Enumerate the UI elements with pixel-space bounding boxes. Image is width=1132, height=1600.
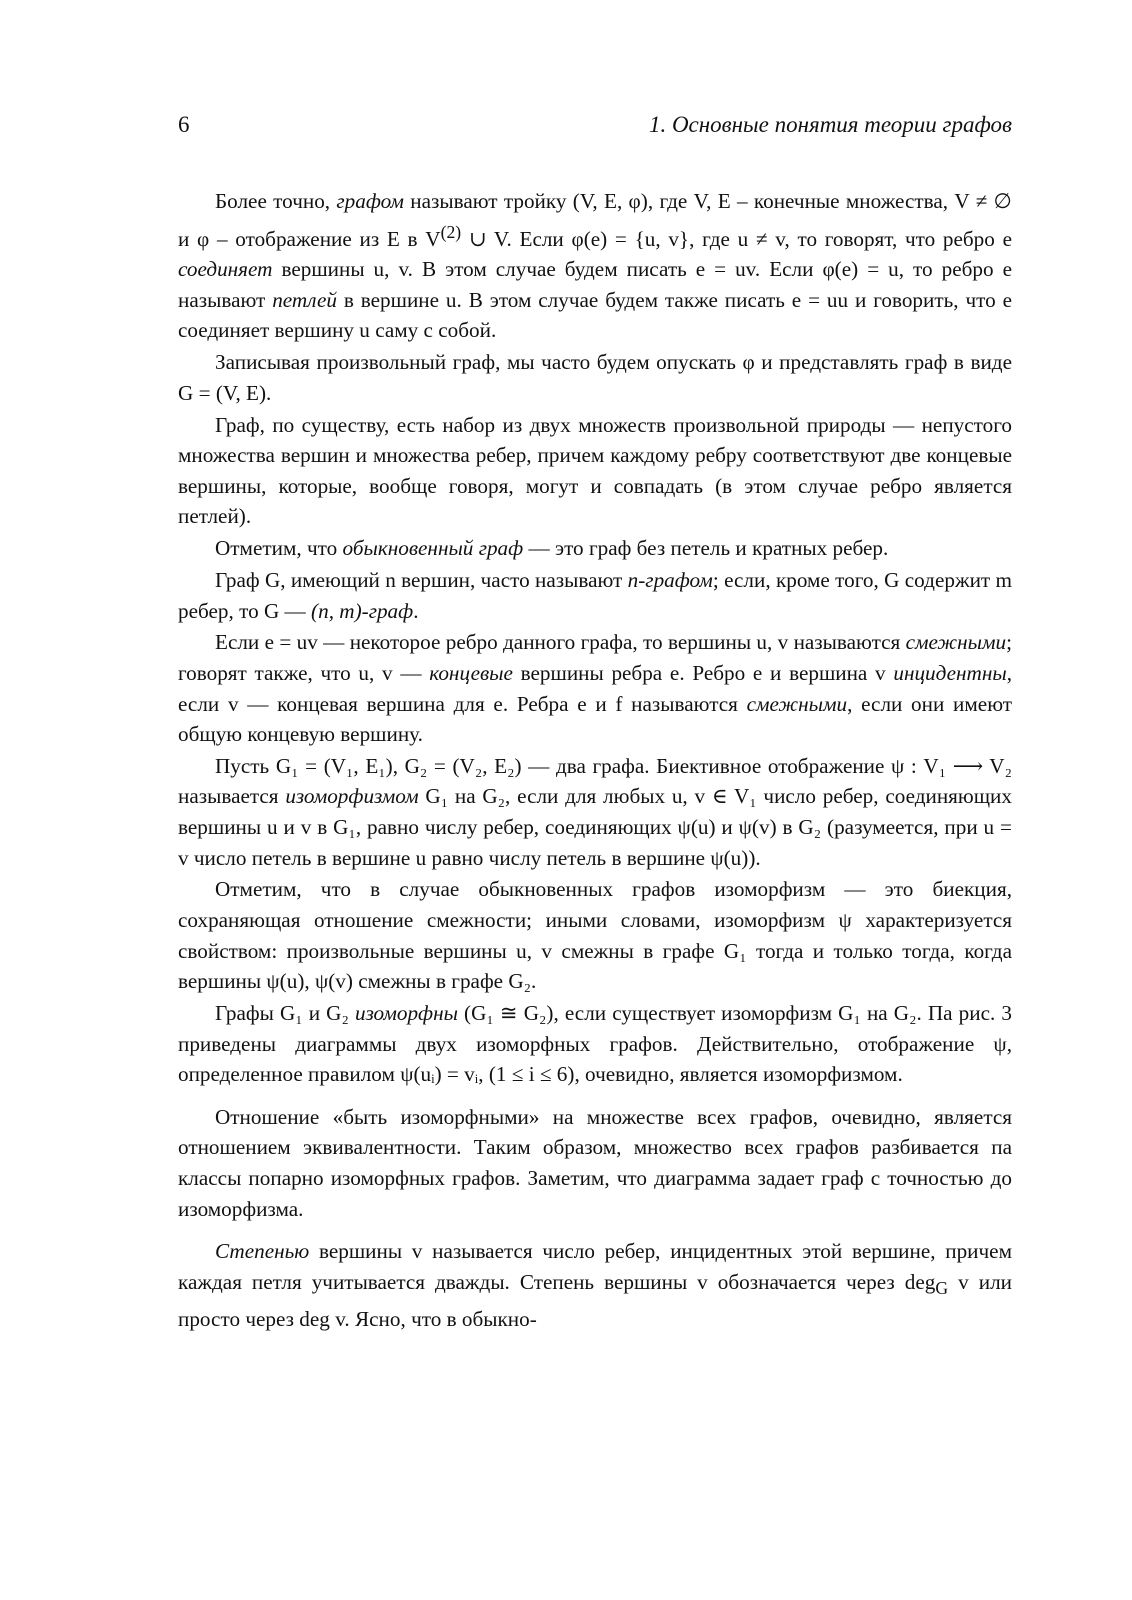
text-run: в вершине u. В этом случае будем также писать e = uu и говорить, что e соединяет вершину u саму с собой.: [178, 287, 1012, 343]
body-text: [178, 186, 1012, 1335]
paragraph-graph-essence: [178, 410, 1012, 532]
text-run: называют тройку (V, E, φ), где V, E – конечные множества, V ≠ ∅ и φ – отображение из E в V: [178, 189, 1013, 251]
chapter-title: 1. Основные понятия теории графов: [648, 112, 1012, 137]
emphasized-term: соединяет: [178, 257, 273, 282]
emphasized-term: инцидентны: [893, 660, 1007, 685]
text-run: G₁ на G₂, если для любых u, v ∈ V₁ число ребер, соединяющих вершины u и v в G₁, равно числу ребер, соединяющих ψ(u) и ψ(v) в G₂ (разумеется, при u = v число петель в вершине u равно числу петель в вершине ψ(u)).: [178, 784, 1012, 870]
text-run: вершины v называется число ребер, инцидентных этой вершине, причем каждая петля учитывается дважды. Степень вершины v обозначается через deg: [178, 1239, 1012, 1294]
emphasized-term: концевые: [429, 660, 513, 685]
text-run: Более точно,: [215, 189, 337, 213]
text-run: Если e = uv — некоторое ребро данного графа, то вершины u, v называются: [215, 630, 906, 655]
emphasized-term: графом: [336, 189, 404, 213]
emphasized-term: Степенью: [215, 1239, 310, 1264]
superscript: (2): [440, 221, 462, 242]
paragraph-ordinary-isomorphism: [178, 874, 1012, 996]
emphasized-term: обыкновенный граф: [342, 536, 524, 561]
subscript: G: [935, 1277, 949, 1298]
text-run: Отметим, что в случае обыкновенных графов изоморфизм — это биекция, сохраняющая отношение смежности; иными словами, изоморфизм ψ характеризуется свойством: произвольные вершины u, v смежны в графе G₁ тогда и только тогда, когда вершины ψ(u), ψ(v) смежны в графе G₂.: [178, 877, 1012, 994]
paragraph-graph-definition: [178, 186, 1012, 346]
text-run: , если они имеют общую концевую вершину.: [178, 691, 1013, 747]
emphasized-term: смежными: [746, 691, 848, 716]
paragraph-adjacency: [178, 627, 1012, 749]
text-run: Граф G, имеющий n вершин, часто называют: [215, 567, 628, 592]
paragraph-notation: [178, 347, 1012, 408]
emphasized-term: изоморфизмом: [285, 784, 419, 809]
page-number: 6: [178, 112, 190, 137]
text-run: Отметим, что: [215, 536, 343, 561]
emphasized-term: петлей: [272, 287, 337, 312]
text-run: v или просто через deg v. Ясно, что в обыкно-: [178, 1269, 1012, 1331]
text-run: Отношение «быть изоморфными» на множестве всех графов, очевидно, является отношением эквивалентности. Таким образом, множество всех графов разбивается па классы попарно изоморфных графов. Заметим, что диаграмма задает граф с точностью до изоморфизма.: [178, 1104, 1012, 1221]
paragraph-n-graph: [178, 565, 1012, 626]
paragraph-ordinary-graph: [178, 533, 1012, 564]
emphasized-term: (n, m)-граф: [311, 598, 414, 623]
text-run: Граф, по существу, есть набор из двух множеств произвольной природы — непустого множества вершин и множества ребер, причем каждому ребру соответствуют две концевые вершины, которые, вообще говоря, могут и совпадать (в этом случае ребро является петлей).: [178, 412, 1012, 529]
emphasized-term: смежными: [905, 630, 1007, 655]
text-run: Графы G₁ и G₂: [215, 1001, 355, 1025]
paragraph-equivalence: [178, 1102, 1012, 1224]
text-run: ∪ V. Если φ(e) = {u, v}, где u ≠ v, то говорят, что ребро e: [461, 226, 1012, 251]
text-run: ; говорят также, что u, v —: [178, 630, 1012, 685]
text-run: Пусть G₁ = (V₁, E₁), G₂ = (V₂, E₂) — два графа. Биективное отображение ψ : V₁ ⟶ V₂ называется: [178, 753, 1012, 809]
paragraph-isomorphism: [178, 751, 1012, 873]
text-run: .: [413, 598, 419, 623]
running-head: [178, 112, 1012, 144]
paragraph-isomorphic-graphs: [178, 998, 1012, 1090]
text-run: ; если, кроме того, G содержит m ребер, то G —: [178, 567, 1012, 623]
text-run: — это граф без петель и кратных ребер.: [523, 536, 889, 561]
paragraph-vertex-degree: [178, 1236, 1012, 1334]
text-run: вершины u, v. В этом случае будем писать e = uv. Если φ(e) = u, то ребро e называют: [178, 257, 1012, 312]
text-run: , если v — концевая вершина для e. Ребра e и f называются: [178, 660, 1013, 716]
emphasized-term: изоморфны: [354, 1001, 458, 1025]
text-run: (G₁ ≅ G₂), если существует изоморфизм G₁ на G₂. Па рис. 3 приведены диаграммы двух изоморфных графов. Действительно, отображение ψ, определенное правилом ψ(uᵢ) = vᵢ, (1 ≤ i ≤ 6), очевидно, является изоморфизмом.: [178, 1001, 1012, 1087]
text-run: Записывая произвольный граф, мы часто будем опускать φ и представлять граф в виде G = (V, E).: [178, 350, 1012, 405]
emphasized-term: n-графом: [627, 567, 713, 592]
text-run: вершины ребра e. Ребро e и вершина v: [512, 660, 894, 685]
